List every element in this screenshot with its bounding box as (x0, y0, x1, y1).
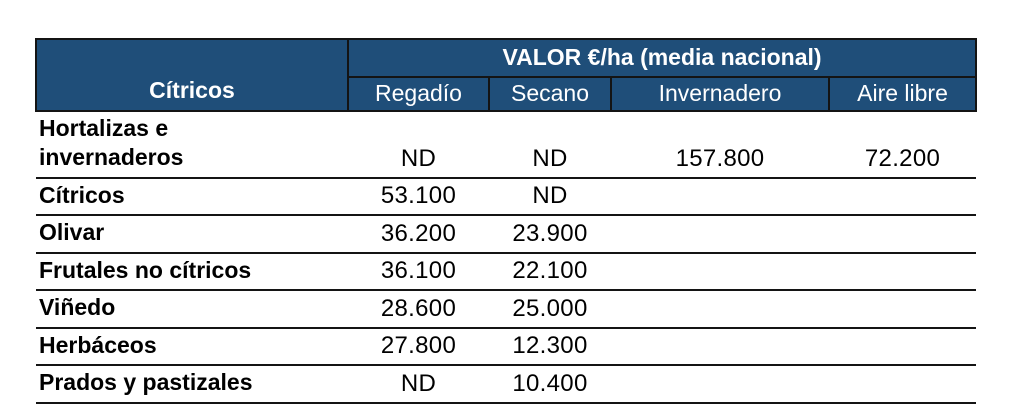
cell-value (829, 215, 976, 252)
column-header-0: Regadío (348, 77, 489, 111)
column-header-1: Secano (489, 77, 611, 111)
row-label (36, 178, 348, 215)
cell-value (829, 328, 976, 365)
column-header-2: Invernadero (611, 77, 829, 111)
cell-value: 36.100 (348, 253, 489, 290)
cell-value: ND (348, 111, 489, 178)
table-row (36, 215, 976, 252)
row-label-text: Herbáceos (39, 331, 157, 358)
cell-value (611, 365, 829, 402)
row-label (36, 365, 348, 402)
cell-value: 28.600 (348, 290, 489, 327)
row-label-text: Frutales no cítricos (39, 256, 252, 283)
cell-value (829, 178, 976, 215)
table-row (36, 290, 976, 327)
cell-value: 157.800 (611, 111, 829, 178)
cell-value: 72.200 (829, 111, 976, 178)
table-row (36, 365, 976, 402)
cell-value: 25.000 (489, 290, 611, 327)
column-header-3: Aire libre (829, 77, 976, 111)
row-label-text: Viñedo (39, 294, 116, 321)
cell-value (829, 290, 976, 327)
land-value-table (35, 38, 977, 404)
cell-value (829, 365, 976, 402)
cell-value (611, 253, 829, 290)
cell-value (611, 178, 829, 215)
table-row (36, 111, 976, 178)
cell-value: 27.800 (348, 328, 489, 365)
row-label (36, 328, 348, 365)
table-header (36, 39, 976, 111)
corner-header-citricos: Cítricos (36, 39, 348, 111)
cell-value: ND (348, 365, 489, 402)
row-label (36, 215, 348, 252)
row-label-text: Prados y pastizales (39, 369, 253, 396)
row-label-text: Hortalizas e invernaderos (39, 115, 184, 171)
table-row (36, 253, 976, 290)
cell-value: 53.100 (348, 178, 489, 215)
cell-value: ND (489, 111, 611, 178)
table-row (36, 178, 976, 215)
cell-value (611, 290, 829, 327)
table-row (36, 328, 976, 365)
cell-value (611, 215, 829, 252)
cell-value: 12.300 (489, 328, 611, 365)
cell-value (611, 328, 829, 365)
row-label (36, 111, 348, 178)
row-label-text: Olivar (39, 219, 105, 246)
cell-value (829, 253, 976, 290)
row-label (36, 253, 348, 290)
cell-value: 22.100 (489, 253, 611, 290)
cell-value: 36.200 (348, 215, 489, 252)
cell-value: ND (489, 178, 611, 215)
group-header-valor: VALOR €/ha (media nacional) (348, 39, 976, 77)
table-body (36, 111, 976, 403)
cell-value: 10.400 (489, 365, 611, 402)
row-label (36, 290, 348, 327)
group-header-row (36, 39, 976, 77)
row-label-text: Cítricos (39, 181, 125, 208)
cell-value: 23.900 (489, 215, 611, 252)
